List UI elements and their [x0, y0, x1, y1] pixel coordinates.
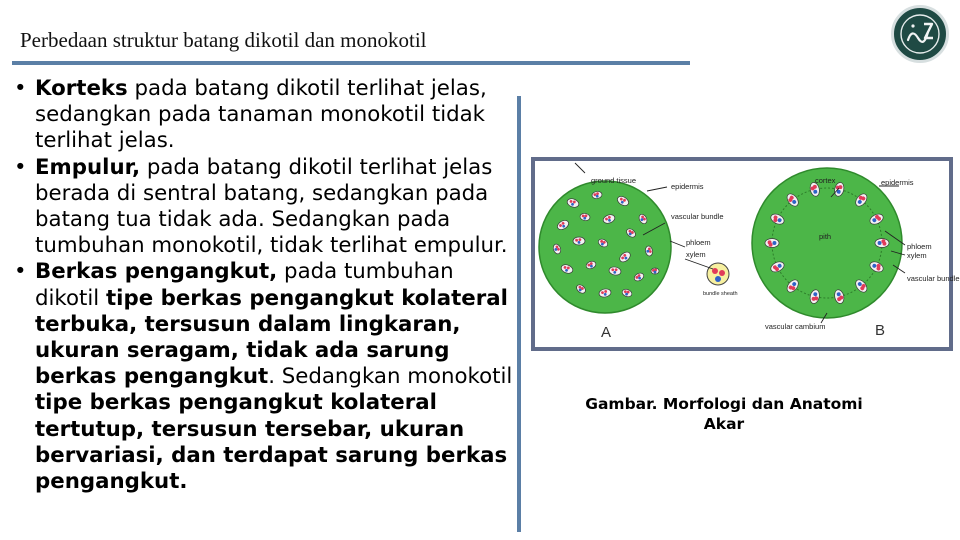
bullet-term: Berkas pengangkut, [35, 259, 278, 285]
bullet-dot: • [14, 154, 27, 180]
university-seal-icon [898, 12, 942, 56]
label-cortex: cortex [815, 176, 836, 185]
bullet-empulur [14, 155, 519, 260]
caption-line-2: Akar [703, 415, 745, 433]
bullet-berkas-pengangkut [14, 259, 519, 495]
vascular-bundle [765, 239, 779, 248]
label-pith: pith [819, 232, 832, 241]
bullet-emphasis: tipe berkas pengangkut kolateral terbuka, tersusun dalam lingkaran, ukuran seragam, tidak ada sarung berkas pengangkut [35, 285, 508, 390]
figure-caption [560, 394, 888, 434]
label-phloem-b: phloem [907, 242, 932, 251]
column-divider [517, 96, 521, 532]
bullet-text: pada tumbuhan dikotil [35, 259, 454, 311]
vascular-bundle [875, 239, 889, 248]
bullet-text: pada batang dikotil terlihat jelas, sedangkan pada tanaman monokotil tidak terlihat jelas. [35, 76, 487, 154]
label-epidermis-b: epidermis [881, 178, 914, 187]
vascular-bundle [573, 237, 585, 245]
label-xylem-b: xylem [907, 251, 927, 260]
bullet-korteks [14, 76, 519, 155]
label-xylem-a: xylem [686, 250, 706, 259]
label-vascular-a [671, 212, 724, 221]
bullet-text: pada batang dikotil terlihat jelas berada di sentral batang, sedangkan pada batang tua tidak ada. Sedangkan pada tumbuhan monokotil, tidak terlihat empulur. [35, 154, 508, 259]
bullet-text: . Sedangkan monokotil [268, 364, 513, 390]
label-epidermis-a: epidermis [671, 182, 704, 191]
bundle-xylem-dot [719, 270, 725, 276]
bundle-phloem-dot [715, 276, 721, 282]
page-title: Perbedaan struktur batang dikotil dan monokotil [20, 28, 427, 52]
bullet-term: Empulur, [35, 154, 141, 180]
label-phloem-a: phloem [686, 238, 711, 247]
logo [891, 5, 949, 63]
caption-line-1: Gambar. Morfologi dan Anatomi [585, 395, 863, 413]
vascular-bundle [651, 268, 659, 274]
label-vascular-cambium: vascular cambium [765, 322, 826, 331]
bullet-list [14, 76, 519, 495]
panel-label-b: B [875, 322, 886, 339]
bullet-emphasis: tipe berkas pengangkut kolateral tertutup, tersusun tersebar, ukuran bervariasi, dan terdapat sarung berkas pengangkut. [35, 390, 508, 495]
title-underline [12, 61, 690, 65]
bullet-term: Korteks [35, 76, 128, 101]
stem-cross-section-figure [531, 157, 960, 351]
bullet-dot: • [14, 259, 27, 285]
stem-diagram [535, 161, 960, 347]
bullet-dot: • [14, 76, 27, 101]
label-vascular-bundle-b: vascular bundle [907, 274, 960, 283]
label-bundle-sheath: bundle sheath [703, 291, 738, 297]
label-ground-tissue: ground tissue [591, 176, 637, 185]
label-vascular-bundle-a: vascular bundle [671, 212, 724, 221]
panel-label-a: A [601, 324, 612, 341]
